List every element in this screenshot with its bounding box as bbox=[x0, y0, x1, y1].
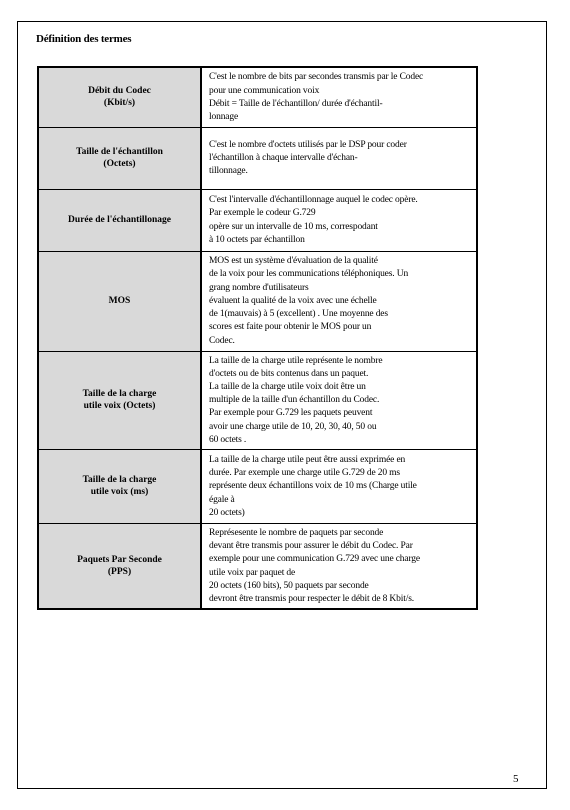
term-label bbox=[39, 474, 200, 498]
definition-line: exemple pour une communication G.729 avec une charge bbox=[209, 554, 420, 565]
term-cell bbox=[38, 449, 201, 523]
definition-line: C'est l'intervalle d'échantillonnage auquel le codec opère. bbox=[209, 195, 418, 206]
definition-line: opère sur un intervalle de 10 ms, correspodant bbox=[209, 221, 378, 232]
definition-line: Codec. bbox=[209, 335, 235, 346]
term-label bbox=[39, 146, 200, 170]
term-label bbox=[39, 85, 200, 109]
definition-line: évaluent la qualité de la voix avec une échelle bbox=[209, 295, 377, 306]
definition-line: La taille de la charge utile peut être aussi exprimée en bbox=[209, 454, 406, 465]
definition-line: égale à bbox=[209, 494, 235, 505]
definition-line: Par exemple pour G.729 les paquets peuvent bbox=[209, 408, 373, 419]
definition-row bbox=[38, 351, 477, 449]
term-label bbox=[39, 214, 200, 226]
term-line: utile voix (ms) bbox=[90, 487, 149, 498]
definition-line: tillonnage. bbox=[209, 166, 248, 177]
definition-cell bbox=[201, 67, 477, 127]
definition-cell bbox=[201, 189, 477, 251]
definition-cell bbox=[201, 351, 477, 449]
definition-cell bbox=[201, 251, 477, 351]
term-line: Taille de la charge bbox=[82, 389, 157, 400]
term-cell bbox=[38, 127, 201, 189]
term-line: (Octets) bbox=[103, 159, 136, 169]
definition-line: C'est le nombre de bits par secondes transmis par le Codec bbox=[209, 72, 424, 83]
term-line: utile voix (Octets) bbox=[83, 401, 156, 412]
definition-line: Représesente le nombre de paquets par seconde bbox=[209, 528, 384, 539]
definition-row bbox=[38, 523, 477, 609]
term-label bbox=[39, 554, 200, 578]
definition-line: de 1(mauvais) à 5 (excellent) . Une moyenne des bbox=[209, 309, 388, 320]
definition-line: utile voix par paquet de bbox=[209, 567, 296, 578]
definition-line: Par exemple le codeur G.729 bbox=[209, 208, 316, 219]
definition-line: La taille de la charge utile représente le nombre bbox=[209, 355, 383, 366]
term-line: Durée de l'échantillonage bbox=[68, 215, 171, 225]
term-line: Débit du Codec bbox=[88, 86, 151, 97]
definition-line: l'échantillon à chaque intervalle d'échan- bbox=[209, 152, 358, 163]
term-line: Taille de l'échantillon bbox=[76, 147, 163, 157]
definitions-table-body bbox=[38, 67, 477, 609]
definition-line: Débit = Taille de l'échantillon/ durée d'échantil- bbox=[209, 98, 383, 109]
definition-row bbox=[38, 127, 477, 189]
definition-line: 20 octets) bbox=[209, 507, 245, 518]
definitions-table bbox=[37, 66, 478, 610]
definition-line: de la voix pour les communications téléphoniques. Un bbox=[209, 269, 409, 280]
definition-line: lonnage bbox=[209, 111, 239, 122]
term-label bbox=[39, 295, 200, 307]
page-title: Définition des termes bbox=[36, 33, 132, 45]
definition-row bbox=[38, 251, 477, 351]
term-line: (PPS) bbox=[107, 567, 132, 578]
term-cell bbox=[38, 67, 201, 127]
definition-row bbox=[38, 189, 477, 251]
definition-line: multiple de la taille d'un échantillon du Codec. bbox=[209, 395, 380, 406]
term-label bbox=[39, 388, 200, 412]
definition-line: grang nombre d'utilisateurs bbox=[209, 282, 309, 293]
definition-cell bbox=[201, 449, 477, 523]
page-number: 5 bbox=[513, 773, 519, 785]
definition-line: scores est faite pour obtenir le MOS pour un bbox=[209, 322, 372, 333]
term-cell bbox=[38, 351, 201, 449]
definition-line: représente deux échantillons voix de 10 ms (Charge utile bbox=[209, 481, 417, 492]
definition-line: durée. Par exemple une charge utile G.729 de 20 ms bbox=[209, 468, 400, 479]
definition-line: d'octets ou de bits contenus dans un paquet. bbox=[209, 368, 369, 379]
term-cell bbox=[38, 189, 201, 251]
definition-line: à 10 octets par échantillon bbox=[209, 234, 305, 245]
term-line: (Kbit/s) bbox=[103, 98, 136, 109]
definition-row bbox=[38, 449, 477, 523]
definition-line: La taille de la charge utile voix doit être un bbox=[209, 381, 366, 392]
definition-line: 20 octets (160 bits), 50 paquets par seconde bbox=[209, 580, 369, 591]
term-line: Taille de la charge bbox=[82, 475, 157, 486]
definition-line: MOS est un système d'évaluation de la qualité bbox=[209, 256, 378, 267]
definition-line: 60 octets . bbox=[209, 434, 247, 445]
definition-cell bbox=[201, 523, 477, 609]
definition-line: pour une communication voix bbox=[209, 85, 320, 96]
term-cell bbox=[38, 523, 201, 609]
term-line: MOS bbox=[108, 296, 131, 306]
definition-cell bbox=[201, 127, 477, 189]
definition-row bbox=[38, 67, 477, 127]
definition-line: devront être transmis pour respecter le débit de 8 Kbit/s. bbox=[209, 594, 414, 605]
term-cell bbox=[38, 251, 201, 351]
term-line: Paquets Par Seconde bbox=[77, 555, 162, 566]
definition-line: devant être transmis pour assurer le débit du Codec. Par bbox=[209, 541, 413, 552]
definition-line: avoir une charge utile de 10, 20, 30, 40, 50 ou bbox=[209, 421, 377, 432]
definition-line: C'est le nombre d'octets utilisés par le DSP pour coder bbox=[209, 139, 407, 150]
